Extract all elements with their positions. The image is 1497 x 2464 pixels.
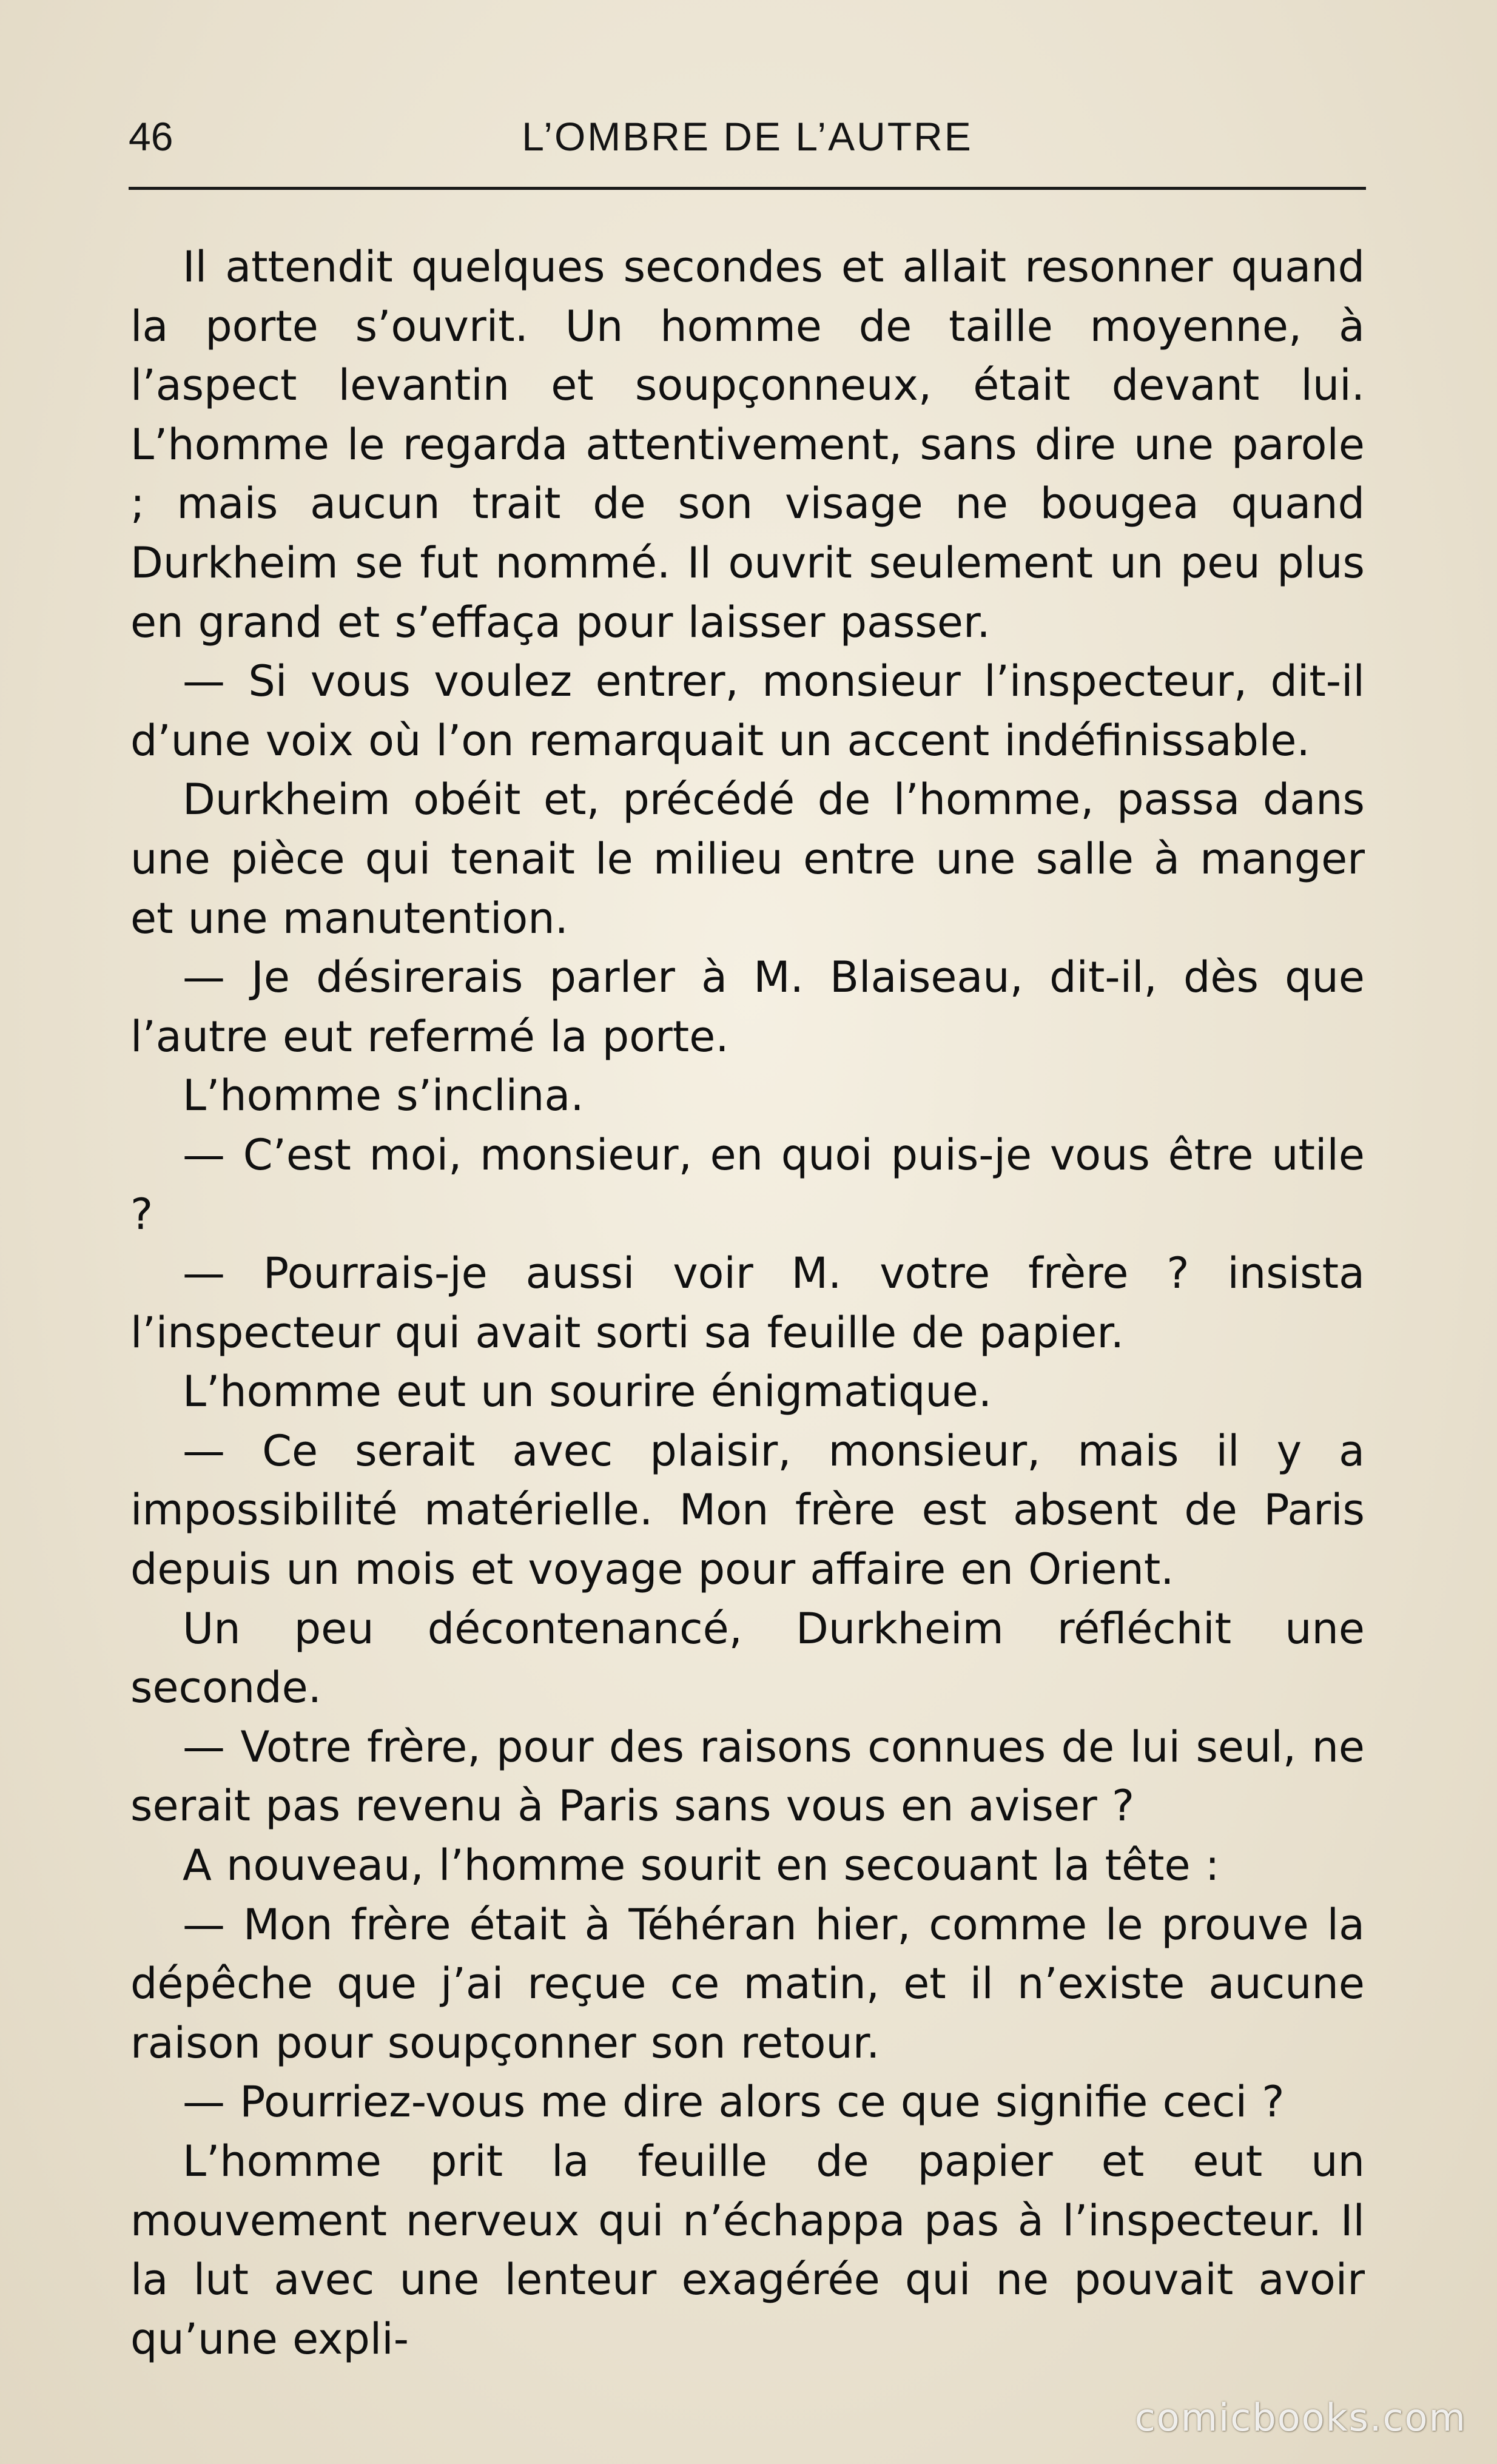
paragraph: — Mon frère était à Téhéran hier, comme le prouve la dépêche que j’ai reçue ce matin, et il n’existe aucune raison pour soupçonner son retour. xyxy=(130,1899,1365,2068)
page-header xyxy=(129,106,1366,167)
paragraph: — C’est moi, monsieur, en quoi puis-je vous être utile ? xyxy=(130,1129,1365,1239)
paragraph: Un peu décontenancé, Durkheim réfléchit une seconde. xyxy=(130,1603,1365,1713)
paragraph: — Pourriez-vous me dire alors ce que signifie ceci ? xyxy=(183,2077,1285,2127)
paragraph: — Pourrais-je aussi voir M. votre frère ? insista l’inspecteur qui avait sorti sa feuille de papier. xyxy=(130,1248,1365,1358)
running-title: L’OMBRE DE L’AUTRE xyxy=(522,114,973,159)
paragraph: Durkheim obéit et, précédé de l’homme, passa dans une pièce qui tenait le milieu entre une salle à manger et une manutention. xyxy=(130,775,1365,943)
paragraph: — Votre frère, pour des raisons connues de lui seul, ne serait pas revenu à Paris sans vous en aviser ? xyxy=(130,1722,1365,1831)
paragraph: — Je désirerais parler à M. Blaiseau, dit-il, dès que l’autre eut refermé la porte. xyxy=(130,952,1365,1062)
body-text xyxy=(130,238,1365,2369)
paragraph: L’homme s’inclina. xyxy=(183,1071,584,1121)
paragraph: L’homme eut un sourire énigmatique. xyxy=(183,1367,992,1417)
paragraph: Il attendit quelques secondes et allait resonner quand la porte s’ouvrit. Un homme de taille moyenne, à l’aspect levantin et soupçonneux, était devant lui. L’homme le regarda attentivement, sans dire une parole ; mais aucun trait de son visage ne bougea quand Durkheim se fut nommé. Il ouvrit seulement un peu plus en grand et s’effaça pour laisser passer. xyxy=(130,242,1365,647)
paragraph: — Ce serait avec plaisir, monsieur, mais il y a impossibilité matérielle. Mon frère est absent de Paris depuis un mois et voyage pour affaire en Orient. xyxy=(130,1426,1365,1595)
paragraph: A nouveau, l’homme sourit en secouant la tête : xyxy=(183,1840,1220,1891)
header-divider xyxy=(129,187,1366,190)
paragraph: — Si vous voulez entrer, monsieur l’inspecteur, dit-il d’une voix où l’on remarquait un accent indéfinissable. xyxy=(130,656,1365,766)
paragraph: L’homme prit la feuille de papier et eut un mouvement nerveux qui n’échappa pas à l’inspecteur. Il la lut avec une lenteur exagérée qui ne pouvait avoir qu’une expli- xyxy=(130,2136,1365,2364)
page-number: 46 xyxy=(129,114,173,159)
watermark: comicbooks.com xyxy=(1134,2395,1467,2440)
